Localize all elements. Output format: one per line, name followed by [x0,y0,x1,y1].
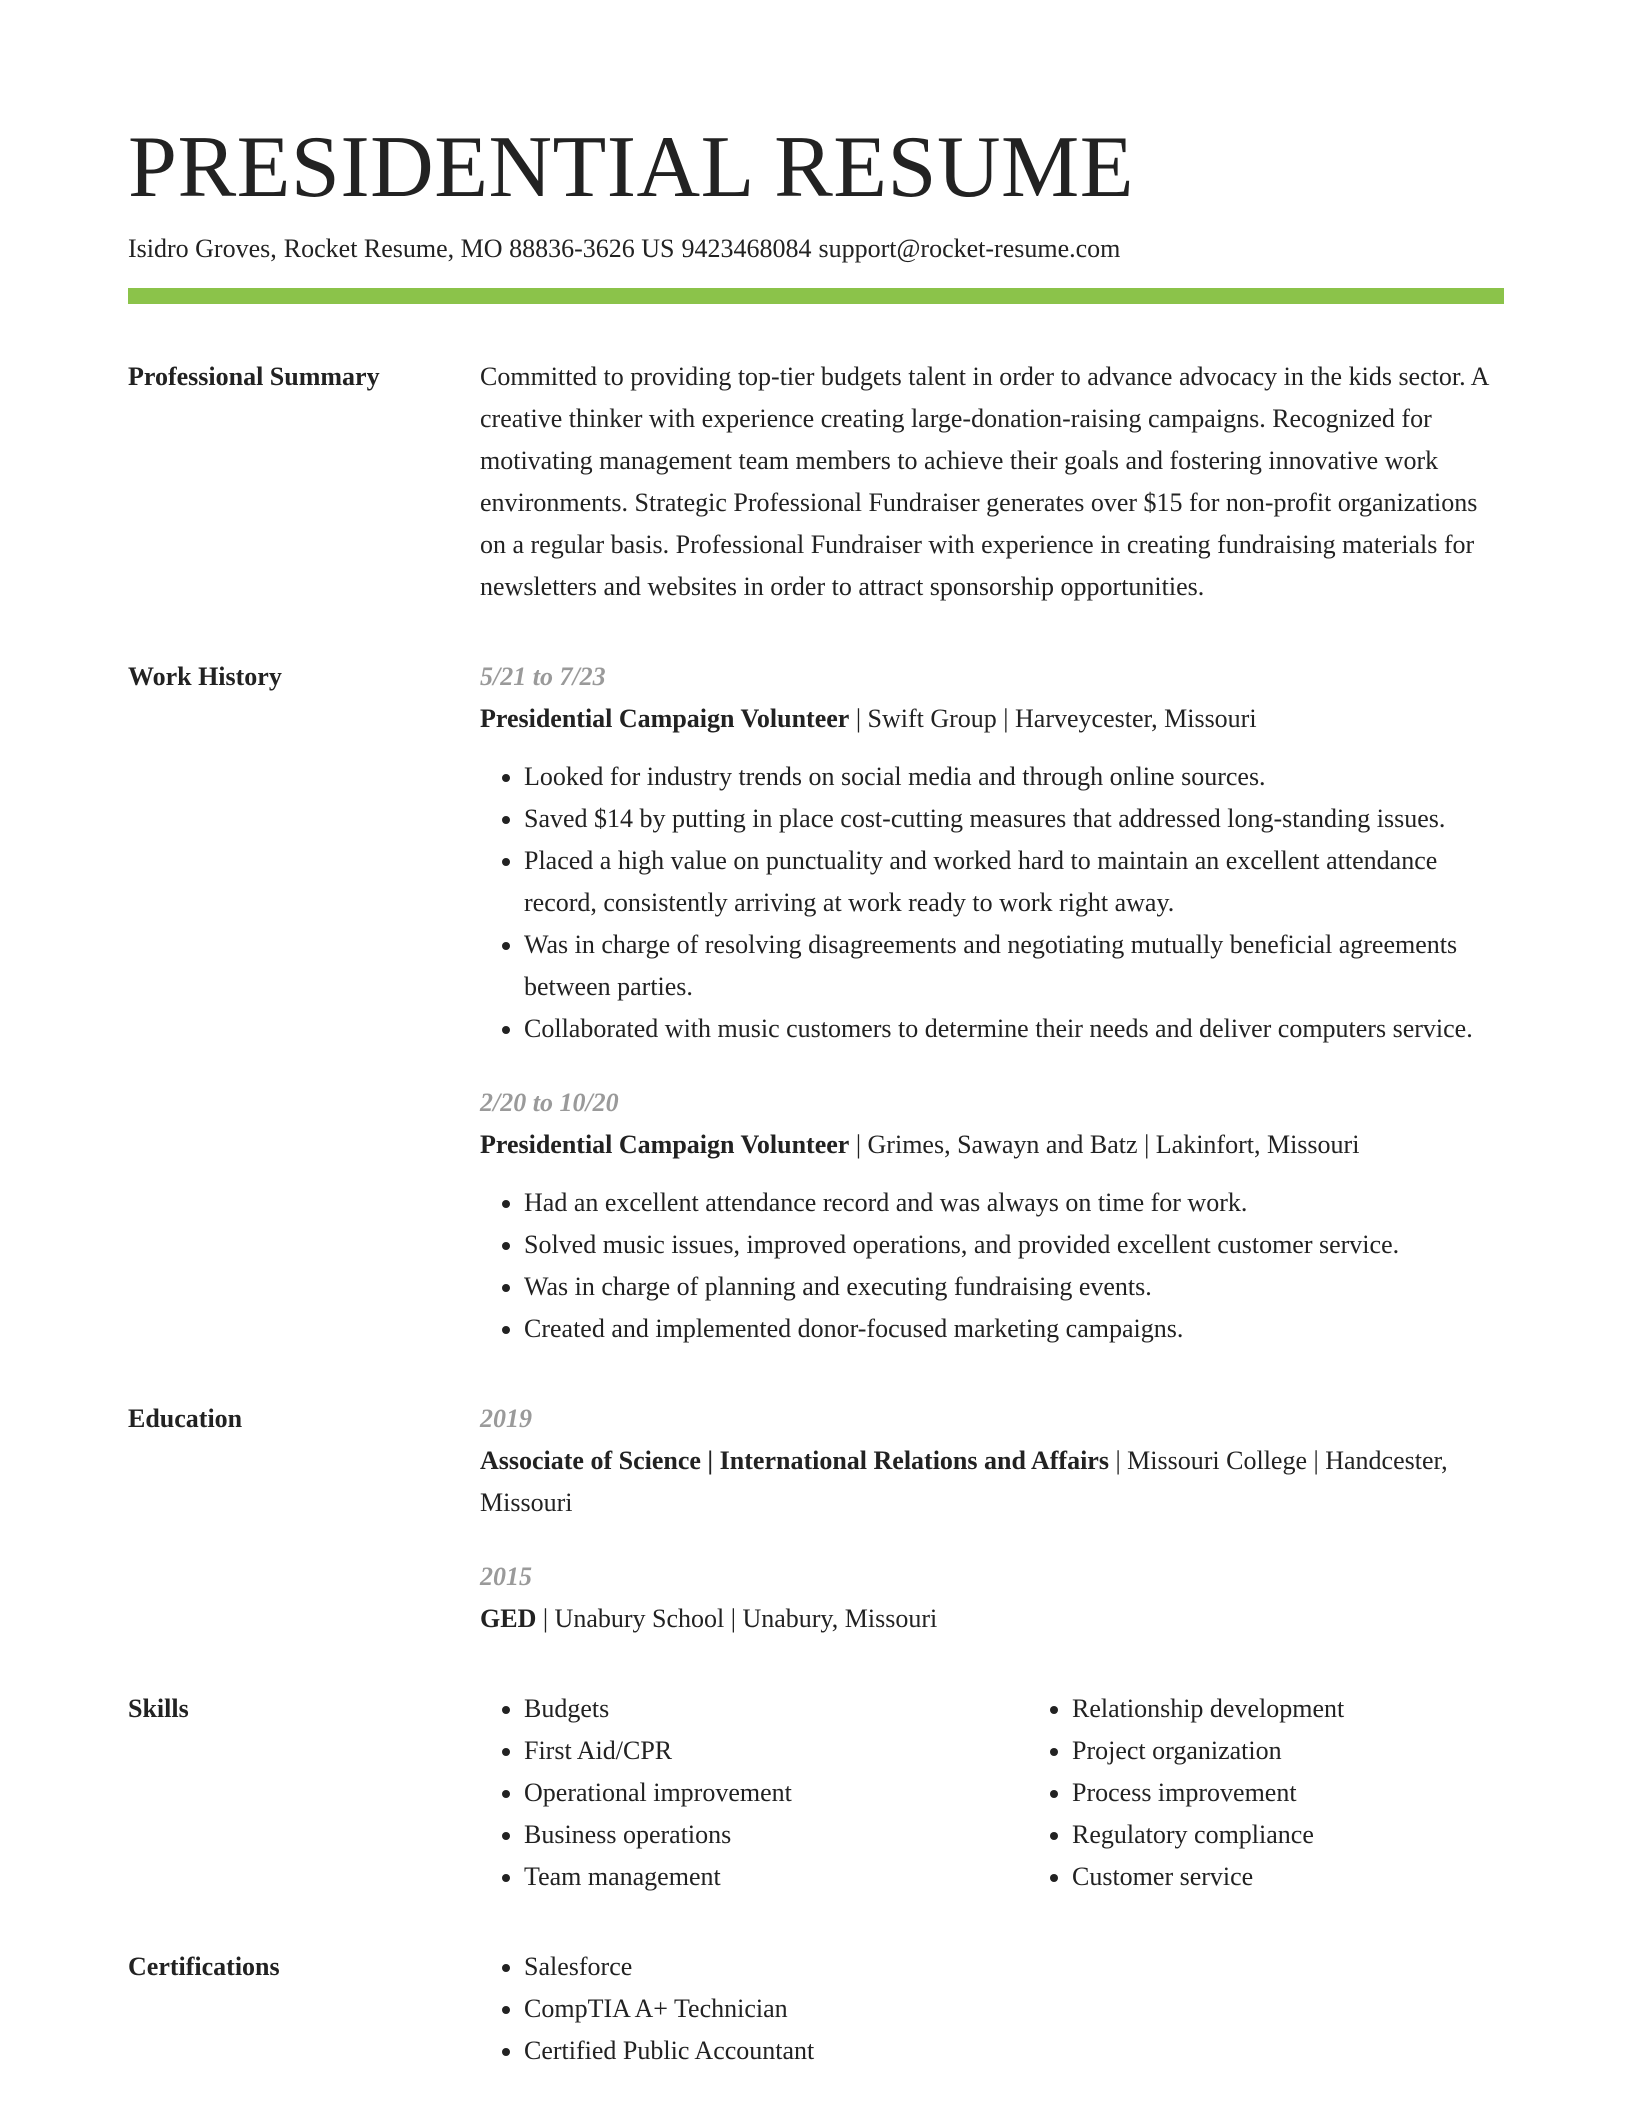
job-bullets [480,1182,1504,1350]
skill-item: • Budgets [524,1688,1028,1730]
contact-address: Rocket Resume, MO 88836-3626 US [283,234,675,263]
accent-divider [128,288,1504,304]
job-entry [480,656,1504,1050]
education-entry [480,1398,1504,1524]
education-year: 2019 [480,1404,532,1433]
work-history-section [128,656,1504,1350]
certification-item: • Certified Public Accountant [524,2030,1504,2072]
job-dates: 5/21 to 7/23 [480,662,606,691]
education-year: 2015 [480,1562,532,1591]
job-bullet: • Saved $14 by putting in place cost-cutting measures that addressed long-standing issues. [524,798,1504,840]
job-bullet: • Created and implemented donor-focused marketing campaigns. [524,1308,1504,1350]
job-bullet: • Had an excellent attendance record and was always on time for work. [524,1182,1504,1224]
job-bullet: • Placed a high value on punctuality and worked hard to maintain an excellent attendance record, consistently arriving at work ready to work right away. [524,840,1504,924]
job-heading [480,1124,1504,1166]
contact-email: support@rocket-resume.com [818,234,1121,263]
section-label-work-history: Work History [128,662,282,691]
job-title: Presidential Campaign Volunteer [480,704,850,733]
job-details: | Grimes, Sawayn and Batz | Lakinfort, Missouri [849,1130,1360,1159]
section-label-skills: Skills [128,1694,189,1723]
section-label-education: Education [128,1404,243,1433]
education-degree: Associate of Science | International Relations and Affairs [480,1446,1109,1475]
skills-list-right [1028,1688,1344,1898]
skill-item: • Project organization [1072,1730,1344,1772]
section-label-summary: Professional Summary [128,362,380,391]
job-details: | Swift Group | Harveycester, Missouri [849,704,1257,733]
skill-item: • First Aid/CPR [524,1730,1028,1772]
section-label-certifications: Certifications [128,1952,280,1981]
education-section [128,1398,1504,1640]
job-bullet: • Was in charge of planning and executing fundraising events. [524,1266,1504,1308]
contact-line [128,232,1504,266]
skill-item: • Team management [524,1856,1028,1898]
job-bullet: • Collaborated with music customers to determine their needs and deliver computers service. [524,1008,1504,1050]
job-title: Presidential Campaign Volunteer [480,1130,850,1159]
contact-name: Isidro Groves, [128,234,277,263]
skill-item: • Process improvement [1072,1772,1344,1814]
resume-title: PRESIDENTIAL RESUME [128,119,1135,216]
job-heading [480,698,1504,740]
job-bullet: • Was in charge of resolving disagreements and negotiating mutually beneficial agreements between parties. [524,924,1504,1008]
job-bullet: • Solved music issues, improved operations, and provided excellent customer service. [524,1224,1504,1266]
resume-page [128,118,1504,2072]
education-details: | Unabury School | Unabury, Missouri [536,1604,938,1633]
skill-item: • Relationship development [1072,1688,1344,1730]
education-details: | Missouri College | Handcester, Missouri [480,1446,1448,1517]
education-degree: GED [480,1604,537,1633]
certifications-list [480,1946,1504,2072]
skill-item: • Operational improvement [524,1772,1028,1814]
job-dates: 2/20 to 10/20 [480,1088,619,1117]
summary-section [128,356,1504,608]
skills-list-left [480,1688,1028,1898]
education-entry [480,1556,1504,1640]
skills-section [128,1688,1504,1898]
skill-item: • Customer service [1072,1856,1344,1898]
skill-item: • Regulatory compliance [1072,1814,1344,1856]
education-heading [480,1440,1504,1524]
education-heading [480,1598,1504,1640]
job-bullet: • Looked for industry trends on social media and through online sources. [524,756,1504,798]
certifications-section [128,1946,1504,2072]
contact-phone: 9423468084 [681,234,812,263]
job-entry [480,1082,1504,1350]
job-bullets [480,756,1504,1050]
summary-text: Committed to providing top-tier budgets talent in order to advance advocacy in the kids sector. A creative thinker with experience creating large-donation-raising campaigns. Recognized for motivating management team members to achieve their goals and fostering innovative work environments. Strategic Professional Fundraiser generates over $15 for non-profit organizations on a regular basis. Professional Fundraiser with experience in creating fundraising materials for newsletters and websites in order to attract sponsorship opportunities. [480,362,1488,601]
certification-item: • Salesforce [524,1946,1504,1988]
certification-item: • CompTIA A+ Technician [524,1988,1504,2030]
skill-item: • Business operations [524,1814,1028,1856]
